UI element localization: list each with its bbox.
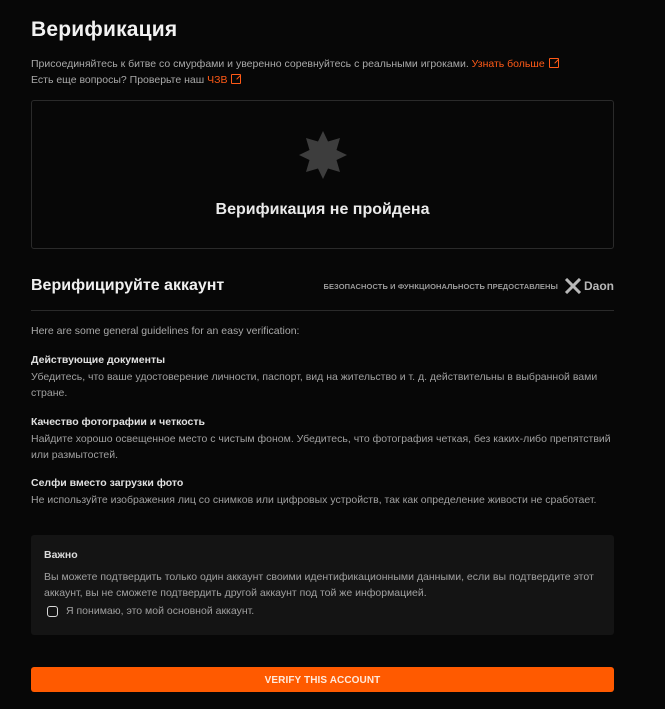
main-account-checkbox-row[interactable] bbox=[47, 605, 254, 617]
faq-link[interactable]: ЧЗВ bbox=[207, 74, 241, 86]
guideline-item: Действующие документы Убедитесь, что ваше удостоверение личности, паспорт, вид на жительство и т. д. действительны в выбранной вами стране. bbox=[31, 354, 598, 399]
divider bbox=[31, 310, 614, 311]
external-link-icon bbox=[549, 58, 559, 68]
external-link-icon bbox=[231, 74, 241, 84]
verify-account-heading: Верифицируйте аккаунт bbox=[31, 277, 225, 294]
powered-by: БЕЗОПАСНОСТЬ И ФУНКЦИОНАЛЬНОСТЬ ПРЕДОСТАВЛЕНЫ Daon bbox=[323, 279, 614, 293]
page-title: Верификация bbox=[31, 18, 178, 41]
guidelines-intro: Here are some general guidelines for an easy verification: bbox=[31, 325, 300, 337]
daon-logo: Daon bbox=[564, 278, 614, 294]
important-notice bbox=[31, 535, 614, 635]
important-title: Важно bbox=[44, 549, 78, 561]
verify-account-button[interactable]: VERIFY THIS ACCOUNT bbox=[31, 667, 614, 692]
star-badge-icon bbox=[299, 131, 347, 179]
checkbox-label[interactable]: Я понимаю, это мой основной аккаунт. bbox=[66, 605, 255, 617]
intro-line-1: Присоединяйтесь к битве со смурфами и уверенно соревнуйтесь с реальными игроками. Узнать больше bbox=[31, 58, 559, 70]
main-account-checkbox[interactable] bbox=[47, 606, 58, 617]
intro-line-2: Есть еще вопросы? Проверьте наш ЧЗВ bbox=[31, 74, 241, 86]
guideline-item: Селфи вместо загрузки фото Не используйте изображения лиц со снимков или цифровых устройств, так как определение живости не сработает. bbox=[31, 477, 597, 506]
verification-status-card bbox=[31, 100, 614, 249]
important-body: Вы можете подтвердить только один аккаунт своими идентификационными данными, если вы подтвердите этот аккаунт, вы не сможете подтвердить другой аккаунт под той же информацией. bbox=[44, 571, 594, 599]
guideline-item: Качество фотографии и четкость Найдите хорошо освещенное место с чистым фоном. Убедитесь, что фотография четкая, без каких-либо препятствий или размытостей. bbox=[31, 416, 611, 461]
daon-x-icon bbox=[564, 278, 582, 294]
learn-more-link[interactable]: Узнать больше bbox=[472, 58, 559, 70]
status-text: Верификация не пройдена bbox=[215, 201, 430, 218]
